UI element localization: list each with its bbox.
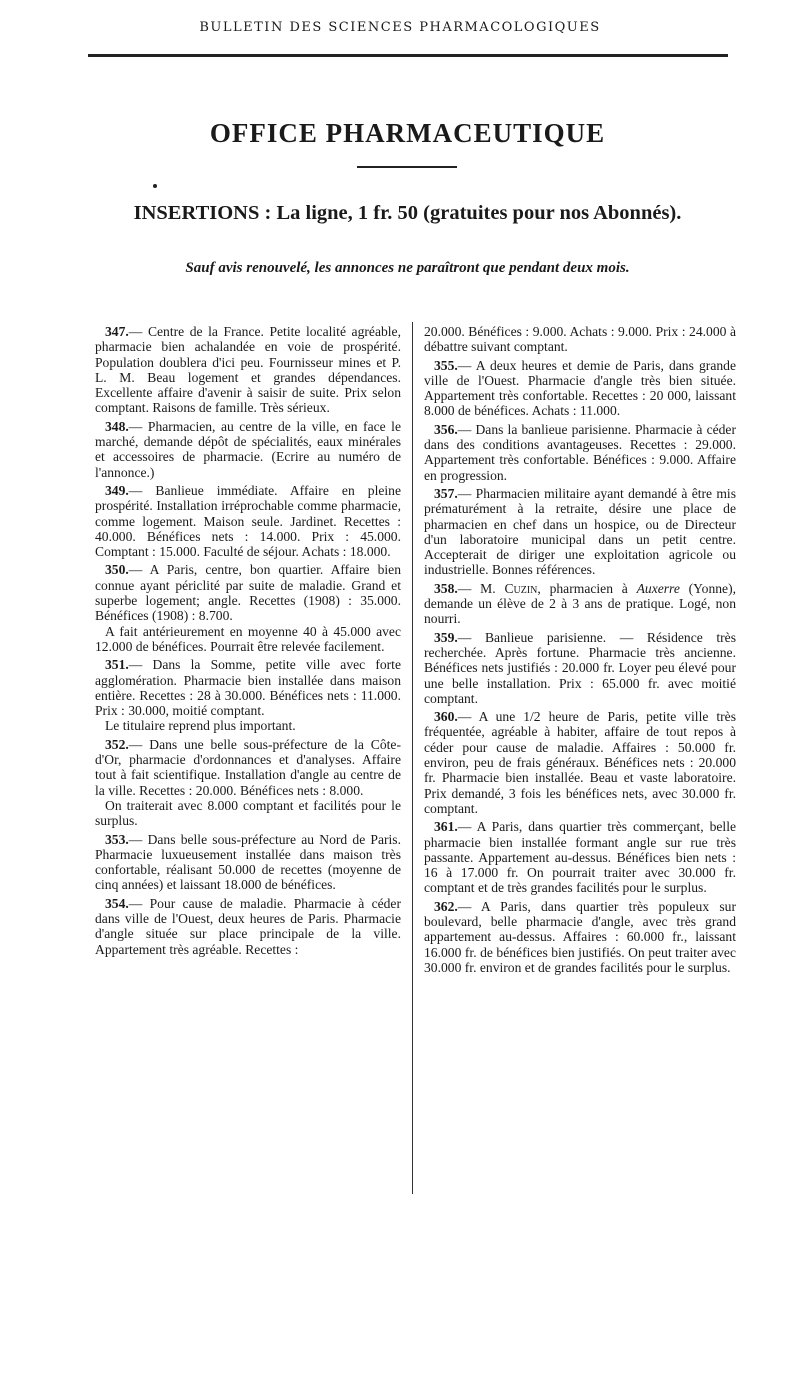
ad-text: — A Paris, dans quartier très commerçant, belle pharmacie bien installée formant angle sur rue très passante. Appartement au-dessus. Bénéfices bien nets : 16 à 17.000 fr. On pourrait traiter avec 30.000 fr. comptant et de très grandes facilités pour le surplus.: [424, 819, 736, 896]
ad-358: [424, 581, 736, 627]
ad-number: 350.: [105, 562, 129, 578]
ad-text: — Dans la Somme, petite ville avec forte agglomération. Pharmacie bien installée dans maison entière. Recettes : 28 à 30.000. Bénéfices nets : 11.000. Prix : 30.000, moitié comptant.: [95, 657, 401, 719]
ad-360: [424, 709, 736, 816]
column-divider: [412, 322, 413, 1194]
ad-349: [95, 483, 401, 559]
ad-348: [95, 419, 401, 480]
ad-351: [95, 657, 401, 718]
ad-text: — Banlieue parisienne. — Résidence très recherchée. Après fortune. Pharmacie très ancienne. Bénéfices nets justifiés : 20.000 fr. Loyer peu élevé pour une belle installation. Prix : 65.000 fr. avec moitié comptant.: [424, 629, 736, 706]
ad-number: 354.: [105, 895, 129, 911]
ad-text: — Pour cause de maladie. Pharmacie à céder dans ville de l'Ouest, deux heures de Paris. Pharmacie d'angle située sur place principale de la ville. Appartement très agréable. Recettes :: [95, 895, 401, 957]
notice: Sauf avis renouvelé, les annonces ne paraîtront que pendant deux mois.: [185, 260, 630, 276]
ad-text-mid: , pharmacien à: [537, 580, 637, 596]
ad-number: 352.: [105, 736, 129, 752]
ad-number: 360.: [434, 709, 458, 725]
ad-text: — Dans une belle sous-préfecture de la Côte-d'Or, pharmacie d'ordonnances et d'analyses. Affaire tout à fait scientifique. Installation d'angle au centre de la ville. Recettes : 20.000. Bénéfices nets : 8.000.: [95, 736, 401, 798]
ad-354: [95, 896, 401, 957]
ad-number: 356.: [434, 421, 458, 437]
header-rule: [88, 54, 728, 57]
ad-number: 361.: [434, 819, 458, 835]
advertiser-name: Cuzin: [504, 580, 538, 596]
ad-number: 353.: [105, 831, 129, 847]
ad-number: 355.: [434, 357, 458, 373]
ad-361: [424, 819, 736, 895]
ad-text-prefix: — M.: [457, 580, 505, 596]
ornament-dot: [153, 184, 157, 188]
running-head: BULLETIN DES SCIENCES PHARMACOLOGIQUES: [199, 20, 601, 35]
ad-351-continued: Le titulaire reprend plus important.: [105, 718, 296, 734]
title-rule: [357, 166, 457, 168]
ad-text: — A Paris, centre, bon quartier. Affaire bien connue ayant périclité par suite de maladie. Grand et superbe logement; angle. Recettes (1908) : 35.000. Bénéfices (1908) : 8.700.: [95, 562, 401, 624]
ad-number: 349.: [105, 482, 129, 498]
ad-text: — Dans belle sous-préfecture au Nord de Paris. Pharmacie luxueusement installée dans maison très confortable, réalisant 50.000 de recettes (moyenne de cinq années) et laissant 18.000 de bénéfices.: [95, 831, 401, 893]
ad-number: 362.: [434, 898, 458, 914]
ad-350: [95, 562, 401, 623]
ad-355: [424, 358, 736, 419]
ad-number: 359.: [434, 629, 458, 645]
ad-359: [424, 630, 736, 706]
left-column: [95, 324, 401, 960]
ad-352: [95, 737, 401, 798]
ad-text: — A deux heures et demie de Paris, dans grande ville de l'Ouest. Pharmacie d'angle très bien située. Appartement très confortable. Recettes : 20 000, laissant 8.000 de bénéfices. Achats : 11.000.: [424, 357, 736, 419]
ad-356: [424, 422, 736, 483]
ad-352-continued: On traiterait avec 8.000 comptant et facilités pour le surplus.: [95, 797, 401, 829]
ad-362: [424, 899, 736, 975]
ad-text: — Pharmacien, au centre de la ville, en face le marché, demande dépôt de spécialités, eaux minérales et accessoires de pharmacie. (Ecrire au numéro de l'annonce.): [95, 418, 401, 480]
ad-357: [424, 486, 736, 578]
ad-354-continued: 20.000. Bénéfices : 9.000. Achats : 9.000. Prix : 24.000 à débattre suivant comptant.: [424, 324, 736, 355]
place-name: Auxerre: [636, 580, 680, 596]
ad-number: 351.: [105, 657, 129, 673]
ad-text: — Dans la banlieue parisienne. Pharmacie à céder dans des conditions avantageuses. Recettes : 29.000. Appartement très confortable. Bénéfices : 9.000. Affaire en progression.: [424, 421, 736, 483]
right-column: [424, 324, 736, 978]
ad-353: [95, 832, 401, 893]
ad-text: — A Paris, dans quartier très populeux sur boulevard, belle pharmacie d'angle, avec très grand appartement au-dessus. Affaires : 60.000 fr., laissant 16.000 fr. de bénéfices bien justifiés. On peut traiter avec 30.000 fr. environ et de grandes facilités pour le surplus.: [424, 898, 736, 975]
ad-350-continued: A fait antérieurement en moyenne 40 à 45.000 avec 12.000 de bénéfices. Pourrait être relevée facilement.: [95, 623, 401, 654]
ad-number: 357.: [434, 485, 458, 501]
insertions-rate: INSERTIONS : La ligne, 1 fr. 50 (gratuites pour nos Abonnés).: [133, 202, 682, 224]
ad-text: — A une 1/2 heure de Paris, petite ville très fréquentée, agréable à habiter, affaire de tout repos à céder pour cause de maladie. Affaires : 50.000 fr. environ, peu de frais généraux. Bénéfices nets : 20.000 fr. Pharmacie bien installée. Beau et vaste laboratoire. Prix demandé, 3 fois les bénéfices nets, avec 30.000 fr. comptant.: [424, 709, 736, 816]
ad-347: [95, 324, 401, 416]
ad-text: — Pharmacien militaire ayant demandé à être mis prématurément à la retraite, désire une place de pharmacien en chef dans un hospice, ou de Directeur d'un laboratoire municipal dans un petit centre. Accepterait de diriger une exploitation agricole ou industrielle. Bonnes références.: [424, 485, 736, 578]
ad-number: 358.: [434, 580, 458, 596]
ad-text: — Banlieue immédiate. Affaire en pleine prospérité. Installation irréprochable comme pharmacie, comme logement. Maison seule. Jardinet. Recettes : 40.000. Bénéfices nets : 14.000. Prix : 45.000. Comptant : 15.000. Faculté de séjour. Achats : 18.000.: [95, 482, 401, 560]
ad-number: 348.: [105, 418, 129, 434]
ad-number: 347.: [105, 324, 129, 339]
page-title: OFFICE PHARMACEUTIQUE: [209, 118, 606, 148]
ad-text: — Centre de la France. Petite localité agréable, pharmacie bien achalandée en voie de prospérité. Population doublera d'ici peu. Fournisseur mines et P. L. M. Beau logement et grandes dépendances. Excellente affaire d'avenir à saisir de suite. Prix selon comptant. Raisons de famille. Très sérieux.: [95, 324, 401, 416]
ad-text: (Yonne), demande un élève de 2 à 3 ans de pratique. Logé, non nourri.: [424, 580, 736, 627]
